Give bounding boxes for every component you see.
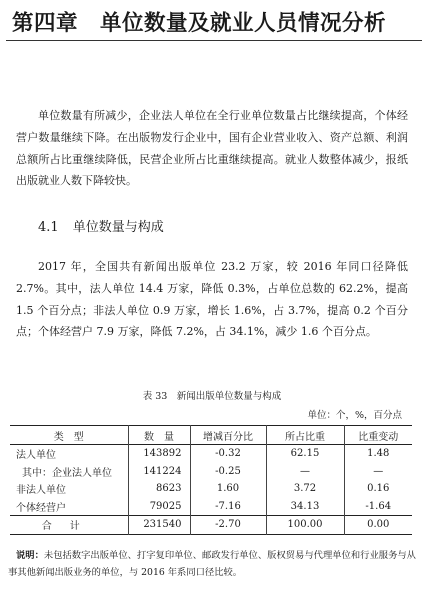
cell-count: 231540 [128,516,190,535]
table-header-row [10,426,412,445]
cell-share-change: 0.16 [344,480,412,498]
cell-type: 合计 [41,521,98,533]
cell-share: 34.13 [266,498,344,516]
chapter-title: 第四章 单位数量及就业人员情况分析 [12,11,387,36]
cell-share-change: — [344,463,412,481]
cell-share: 62.15 [266,445,344,463]
table-note [8,547,416,581]
header-share: 所占比重 [266,426,344,445]
note-label: 说明： [16,550,44,561]
header-share-change: 比重变动 [344,426,412,445]
section-heading [38,216,164,235]
cell-count: 143892 [128,445,190,463]
header-change-pct: 增减百分比 [190,426,266,445]
cell-type: 法人单位 [16,450,56,462]
cell-type: 其中：企业法人单位 [22,467,112,479]
section-number: 4.1 [38,220,59,235]
cell-share-change: 0.00 [344,516,412,535]
cell-share: 100.00 [266,516,344,535]
table-row [10,498,412,516]
cell-type: 个体经营户 [16,502,66,514]
cell-count: 79025 [128,498,190,516]
header-count: 数 量 [128,426,190,445]
table-unit-label: 单位：个，%，百分点 [307,410,402,421]
header-type: 类 型 [53,431,84,443]
cell-count: 8623 [128,480,190,498]
cell-count: 141224 [128,463,190,481]
table-total-row [10,516,412,535]
section-title: 单位数量与构成 [72,220,164,235]
table-row [10,463,412,481]
table-caption: 表 33 新闻出版单位数量与构成 [142,391,282,402]
cell-share-change: 1.48 [344,445,412,463]
chapter-intro-paragraph: 单位数量有所减少，企业法人单位在全行业单位数量占比继续提高，个体经营户数量继续下降。在出版物发行企业中，国有企业营业收入、资产总额、利润总额所占比重继续降低，民营企业所占比重继续提高。就业人数整体减少，报纸出版就业人数下降较快。 [16,109,408,188]
cell-share: — [266,463,344,481]
cell-change-pct: -0.32 [190,445,266,463]
title-divider [6,40,422,41]
cell-change-pct: -7.16 [190,498,266,516]
table-row [10,480,412,498]
cell-share-change: -1.64 [344,498,412,516]
cell-change-pct: -2.70 [190,516,266,535]
unit-count-table [10,425,412,535]
cell-change-pct: 1.60 [190,480,266,498]
note-text: 未包括数字出版单位、打字复印单位、邮政发行单位、版权贸易与代理单位和行业服务与从事其他新闻出版业务的单位，与 2016 年系同口径比较。 [8,550,416,578]
cell-type: 非法人单位 [16,485,66,497]
table-row [10,445,412,463]
cell-share: 3.72 [266,480,344,498]
cell-change-pct: -0.25 [190,463,266,481]
section-paragraph: 2017 年，全国共有新闻出版单位 23.2 万家，较 2016 年同口径降低 2.7%。其中，法人单位 14.4 万家，降低 0.3%，占单位总数的 62.2%，提高 1.5 个百分点；非法人单位 0.9 万家，增长 1.6%，占 3.7%，提高 0.2 个百分点；个体经营户 7.9 万家，降低 7.2%，占 34.1%，减少 1.6 个百分点。 [16,260,408,339]
